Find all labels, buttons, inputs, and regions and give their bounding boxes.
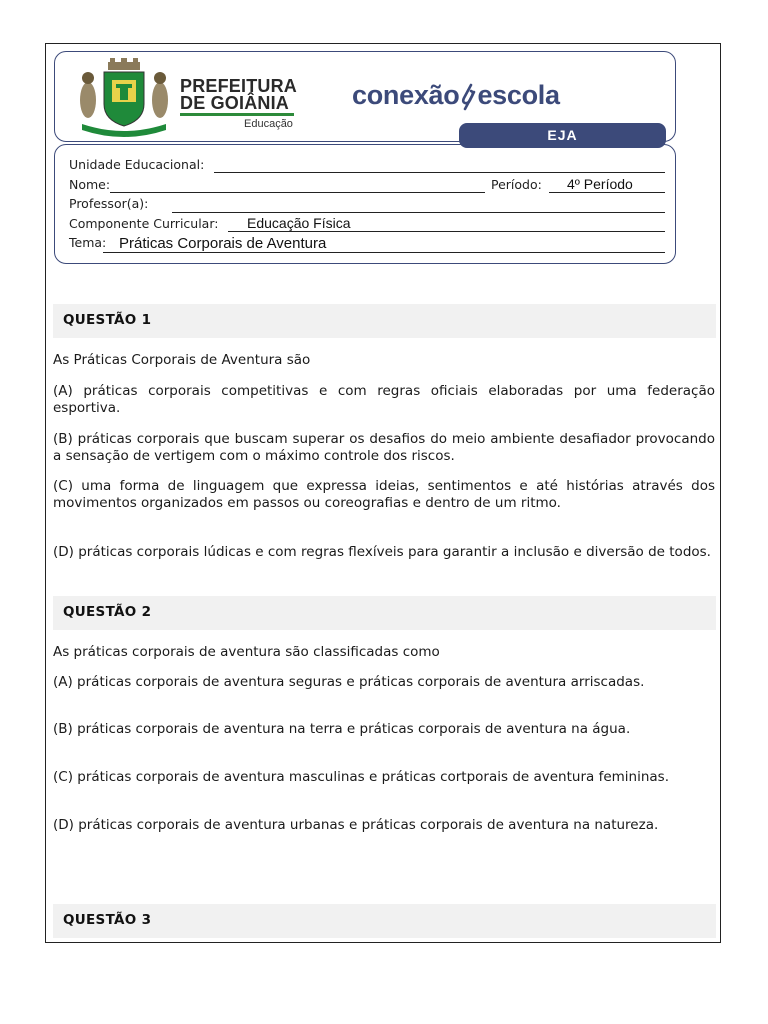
brand-right: escola bbox=[477, 80, 560, 110]
componente-label: Componente Curricular: bbox=[69, 216, 219, 231]
question-1-header bbox=[53, 304, 716, 338]
worksheet-page bbox=[45, 43, 721, 943]
professor-line[interactable] bbox=[172, 212, 665, 213]
question-1-option-a: (A) práticas corporais competitivas e com regras oficiais elaboradas por uma federação esportiva. bbox=[53, 383, 715, 416]
nome-line[interactable] bbox=[110, 192, 485, 193]
prefeitura-line2: DE GOIÂNIA bbox=[180, 93, 290, 113]
question-1-option-b: (B) práticas corporais que buscam superar os desafios do meio ambiente desafiador provocando a sensação de vertigem com o máximo controle dos riscos. bbox=[53, 431, 715, 464]
unidade-line[interactable] bbox=[214, 172, 665, 173]
form-card bbox=[54, 144, 676, 264]
question-3-header bbox=[53, 904, 716, 938]
componente-line[interactable] bbox=[228, 231, 665, 232]
question-2-option-d: (D) práticas corporais de aventura urbanas e práticas corporais de aventura na natureza. bbox=[53, 817, 659, 833]
prefeitura-subtitle: Educação bbox=[244, 118, 293, 130]
question-1-option-c: (C) uma forma de linguagem que expressa ideias, sentimentos e até histórias através dos movimentos organizados em passos ou coreografias e dentro de um ritmo. bbox=[53, 478, 715, 511]
unidade-label: Unidade Educacional: bbox=[69, 157, 205, 172]
city-crest-icon bbox=[74, 58, 174, 138]
prefeitura-line1: PREFEITURA bbox=[180, 76, 298, 96]
tema-value: Práticas Corporais de Aventura bbox=[119, 235, 327, 252]
question-2-option-c: (C) práticas corporais de aventura masculinas e práticas cortporais de aventura femininas. bbox=[53, 769, 669, 785]
tema-label: Tema: bbox=[69, 235, 107, 250]
question-2-title: QUESTÃO 2 bbox=[63, 604, 152, 620]
conexao-escola-logo bbox=[352, 80, 560, 112]
professor-label: Professor(a): bbox=[69, 196, 149, 211]
prefeitura-title bbox=[180, 78, 297, 112]
paperclip-icon bbox=[460, 82, 476, 112]
question-2-header bbox=[53, 596, 716, 630]
question-1-title: QUESTÃO 1 bbox=[63, 312, 152, 328]
periodo-label: Período: bbox=[491, 177, 542, 192]
question-1-prompt: As Práticas Corporais de Aventura são bbox=[53, 352, 311, 368]
brand-left: conexão bbox=[352, 80, 460, 110]
question-2-option-b: (B) práticas corporais de aventura na terra e práticas corporais de aventura na água. bbox=[53, 721, 631, 737]
tema-line[interactable] bbox=[103, 252, 665, 253]
question-1-option-d: (D) práticas corporais lúdicas e com regras flexíveis para garantir a inclusão e diversão de todos. bbox=[53, 544, 711, 560]
nome-label: Nome: bbox=[69, 177, 111, 192]
periodo-value: 4º Período bbox=[567, 176, 633, 192]
eja-tab: EJA bbox=[459, 123, 666, 148]
prefeitura-green-rule bbox=[180, 113, 294, 116]
periodo-line[interactable] bbox=[549, 192, 665, 193]
question-3-title: QUESTÃO 3 bbox=[63, 912, 152, 928]
question-2-prompt: As práticas corporais de aventura são classificadas como bbox=[53, 644, 440, 660]
question-2-option-a: (A) práticas corporais de aventura seguras e práticas corporais de aventura arriscadas. bbox=[53, 674, 645, 690]
componente-value: Educação Física bbox=[247, 215, 351, 231]
